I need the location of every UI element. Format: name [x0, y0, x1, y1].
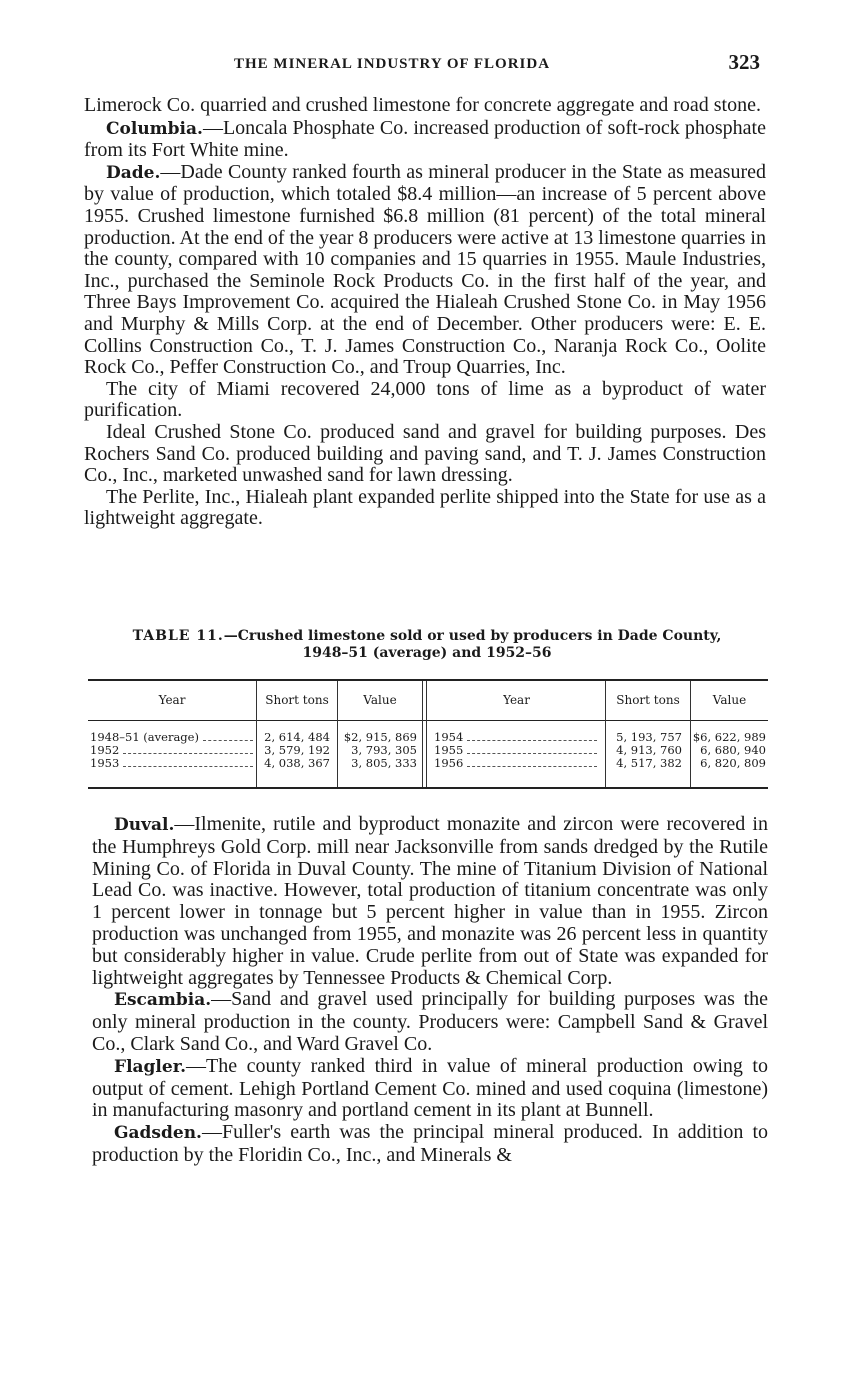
page-header — [84, 50, 764, 80]
table-cell-year: 1953 — [90, 757, 253, 770]
paragraph-text: —Loncala Phosphate Co. increased production of soft-rock phosphate from its Fort White mine. — [84, 116, 766, 162]
paragraph — [84, 162, 766, 379]
table-cell-value: 3, 805, 333 — [351, 756, 417, 770]
running-head: THE MINERAL INDUSTRY OF FLORIDA — [234, 56, 551, 72]
paragraph — [92, 1056, 768, 1122]
paragraph-text: —Dade County ranked fourth as mineral producer in the State as measured by value of production, which totaled $8.4 million—an increase of 5 percent above 1955. Crushed limestone furnished $6.8 million (81 percent) of the total mineral production. At the end of the year 8 producers were active at 13 limestone quarries in the county, compared with 10 companies and 15 quarries in 1955. Maule Industries, Inc., purchased the Seminole Rock Products Co. in the first half of the year, and Three Bays Improvement Co. acquired the Hialeah Crushed Stone Co. in May 1956 and Murphy & Mills Corp. at the end of December. Other producers were: E. E. Collins Construction Co., T. J. James Construction Co., Naranja Rock Co., Oolite Rock Co., Peffer Construction Co., and Troup Quarries, Inc. — [84, 160, 766, 379]
paragraph-text: —Ilmenite, rutile and byproduct monazite and zircon were recovered in the Humphreys Gold Corp. mill near Jacksonville from sands dredged by the Rutile Mining Co. of Florida in Duval County. The mine of Titanium Division of National Lead Co. was inactive. However, total production of titanium concentrate was only 1 percent lower in tonnage but 5 percent higher in value than in 1955. Zircon production was unchanged from 1955, and monazite was 26 percent less in quantity but considerably higher in value. Crude perlite from out of State was expanded for lightweight aggregates by Tennessee Products & Chemical Corp. — [92, 813, 768, 989]
table-header-rule — [88, 720, 768, 721]
table-top-rule — [88, 679, 768, 681]
column-header-value: Value — [712, 693, 747, 707]
table-cell-tons: 4, 038, 367 — [264, 756, 330, 770]
paragraph-text: —Fuller's earth was the principal mineral produced. In addition to production by the Floridin Co., Inc., and Minerals & — [92, 1121, 768, 1166]
table-cell-year: 1956 — [434, 757, 602, 770]
table-caption-subtitle: 1948–51 (average) and 1952–56 — [302, 645, 552, 661]
paragraph-text: —Sand and gravel used principally for building purposes was the only mineral production in the county. Producers were: Campbell Sand & Gravel Co., Clark Sand Co., and Ward Gravel Co. — [92, 988, 768, 1055]
paragraph — [84, 118, 766, 162]
table-label: TABLE 11. — [132, 628, 224, 644]
paragraph-text: The Perlite, Inc., Hialeah plant expanded perlite shipped into the State for use as a lightweight aggregate. — [84, 485, 766, 530]
paragraph — [92, 989, 768, 1055]
county-heading: Gadsden. — [114, 1123, 202, 1144]
table-caption-text: —Crushed limestone sold or used by producers in Dade County, — [223, 628, 722, 644]
county-heading: Duval. — [114, 815, 175, 835]
table-center-divider — [422, 681, 427, 787]
paragraph — [84, 422, 766, 487]
column-header-short-tons: Short tons — [265, 693, 329, 707]
year-column-left — [90, 731, 253, 770]
paragraph-text: The city of Miami recovered 24,000 tons of lime as a byproduct of water purification. — [84, 377, 766, 422]
table-cell-value: 6, 820, 809 — [700, 756, 766, 770]
county-heading: Flagler. — [114, 1056, 187, 1077]
column-header-value: Value — [363, 693, 397, 707]
value-column-right — [691, 731, 766, 770]
table-cell-tons: 5, 193, 757 — [616, 730, 682, 744]
county-heading: Columbia. — [106, 118, 203, 139]
table-cell-tons: 4, 517, 382 — [616, 756, 682, 770]
paragraph — [92, 1122, 768, 1167]
paragraph — [84, 379, 766, 422]
data-table — [88, 679, 768, 791]
table-cell-value: $6, 622, 989 — [692, 730, 766, 744]
table-cell-tons: 4, 913, 760 — [616, 743, 682, 757]
table-cell-tons: 3, 579, 192 — [264, 743, 330, 757]
paragraph — [92, 814, 768, 989]
column-header-short-tons: Short tons — [616, 693, 680, 707]
table-cell-tons: 2, 614, 484 — [264, 730, 330, 744]
body-text-top — [84, 95, 766, 530]
paragraph — [84, 95, 766, 118]
paragraph-text: —The county ranked third in value of mineral production owing to output of cement. Lehigh Portland Cement Co. mined and used coquina (limestone) in manufacturing masonry and portland cement in its plant at Bunnell. — [92, 1054, 768, 1122]
table-cell-year: 1954 — [434, 731, 602, 744]
paragraph — [84, 487, 766, 530]
column-header-year: Year — [503, 693, 530, 707]
table-cell-value: $2, 915, 869 — [343, 730, 417, 744]
table-cell-value: 6, 680, 940 — [700, 743, 766, 757]
table-cell-year: 1948–51 (average) — [90, 731, 253, 744]
body-text-bottom — [92, 814, 768, 1167]
column-header-year: Year — [158, 693, 186, 707]
county-heading: Escambia. — [114, 990, 212, 1011]
tons-column-right — [606, 731, 682, 770]
paragraph-text: Limerock Co. quarried and crushed limestone for concrete aggregate and road stone. — [84, 94, 761, 116]
year-column-right — [434, 731, 602, 770]
page-number: 323 — [728, 50, 760, 74]
table-bottom-rule — [88, 787, 768, 789]
paragraph-text: Ideal Crushed Stone Co. produced sand and gravel for building purposes. Des Rochers Sand Co. produced building and paving sand, and T. J. James Construction Co., Inc., marketed unwashed sand for lawn dressing. — [84, 420, 766, 487]
table-cell-value: 3, 793, 305 — [351, 743, 417, 757]
tons-column-left — [257, 731, 330, 770]
table-caption — [88, 628, 766, 662]
table-cell-year: 1955 — [434, 744, 602, 757]
table-caption-line — [88, 628, 766, 645]
table-cell-year: 1952 — [90, 744, 253, 757]
county-heading: Dade. — [106, 162, 161, 183]
value-column-left — [338, 731, 417, 770]
